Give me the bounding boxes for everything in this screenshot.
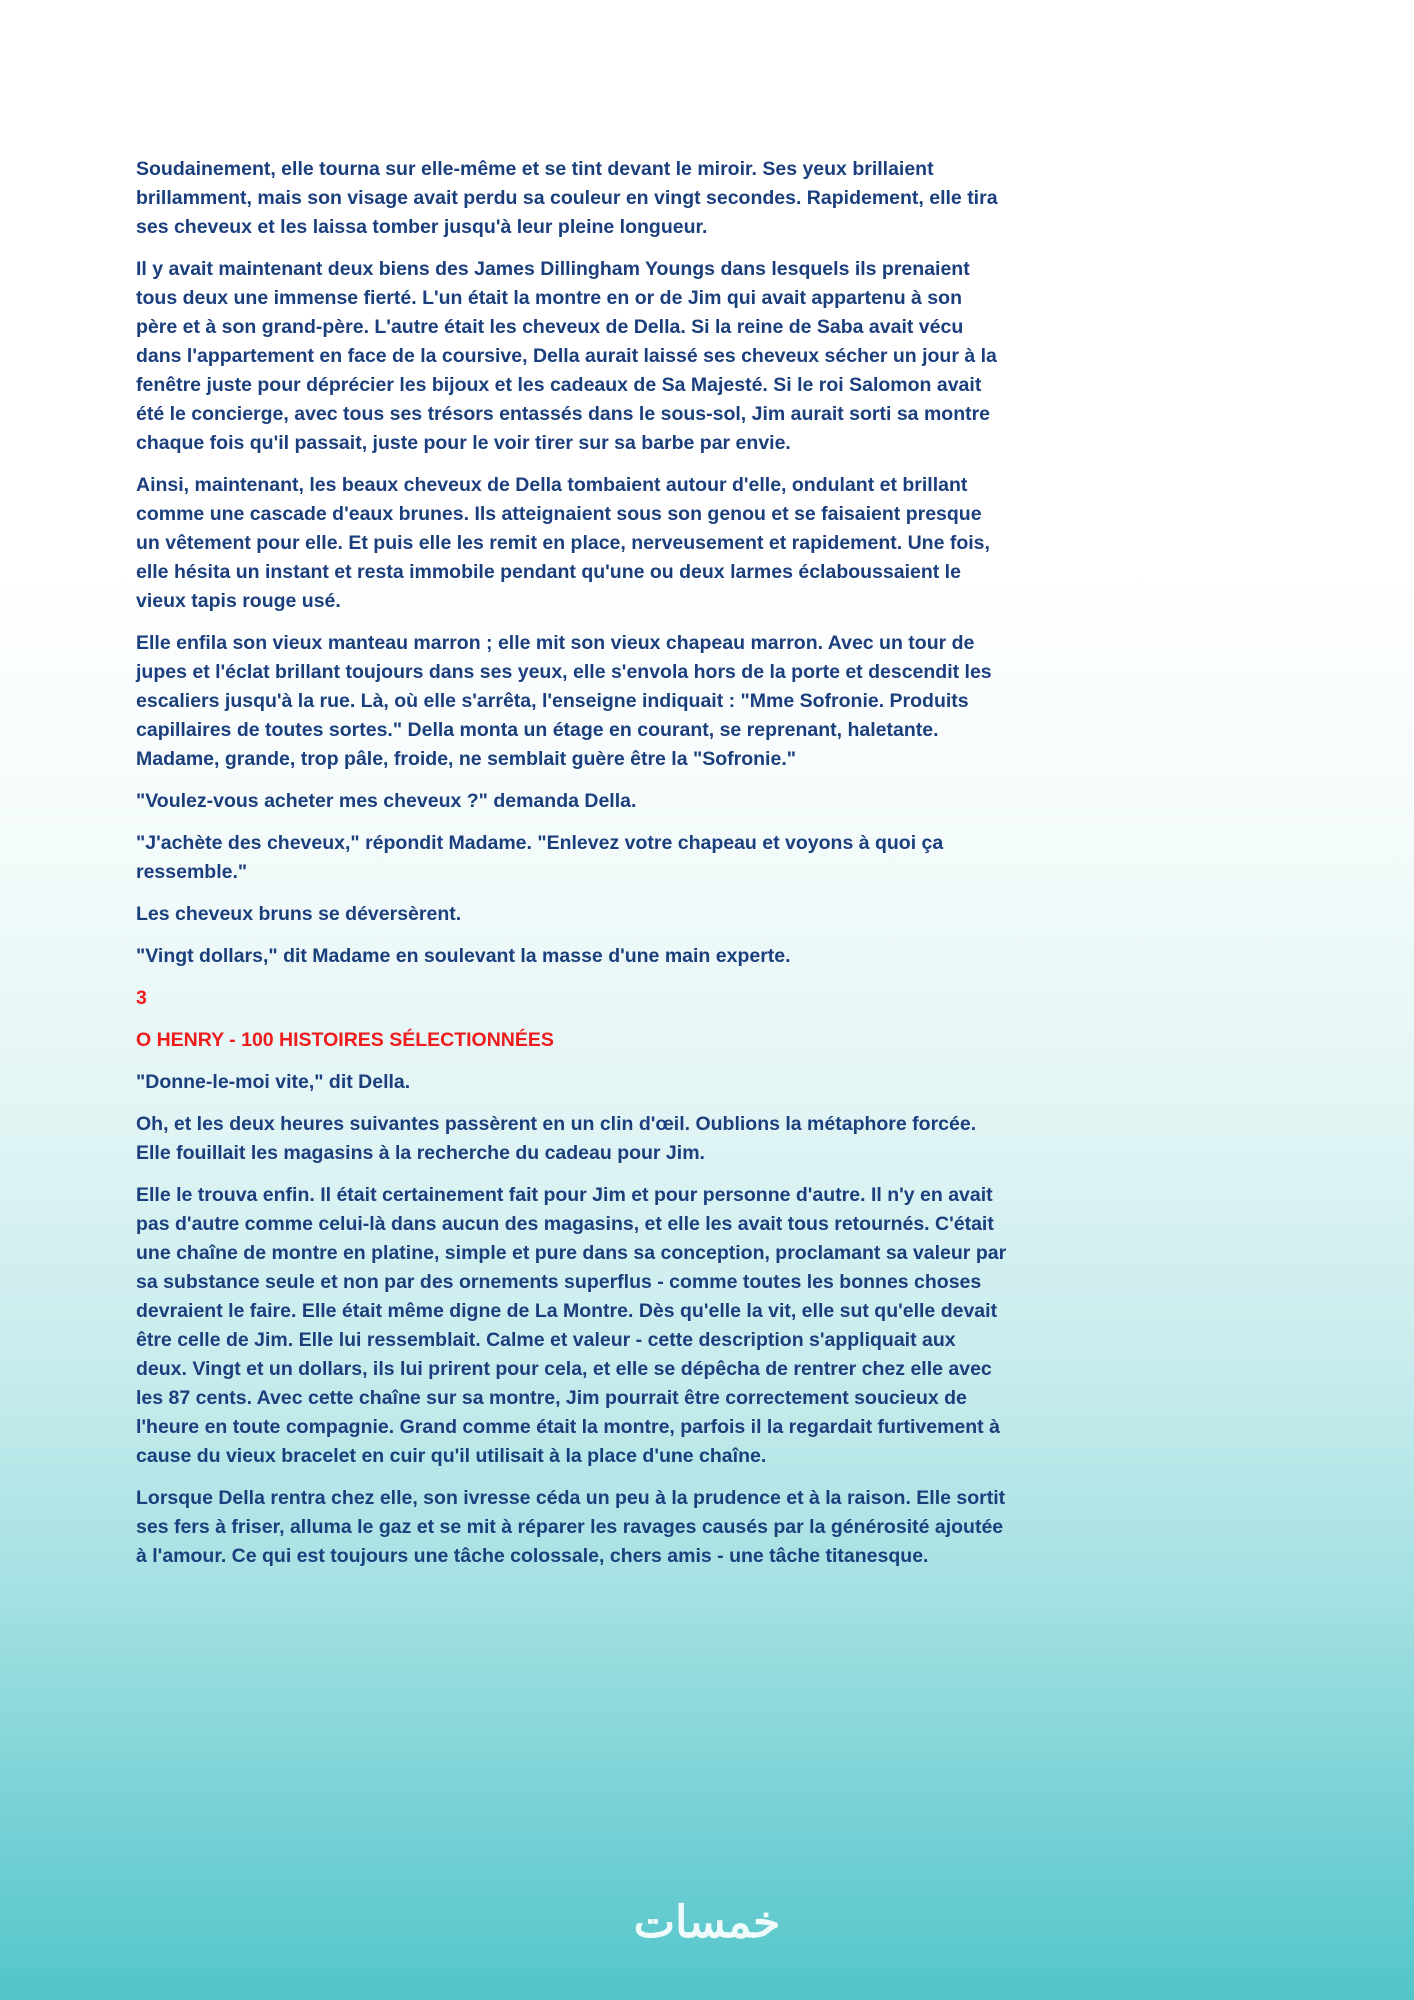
section-heading: O HENRY - 100 HISTOIRES SÉLECTIONNÉES	[136, 1029, 554, 1051]
paragraph: Elle enfila son vieux manteau marron ; elle mit son vieux chapeau marron. Avec un tour de jupes et l'éclat brillant toujours dans ses yeux, elle s'envola hors de la porte et descendit les escaliers jusqu'à la rue. Là, où elle s'arrêta, l'enseigne indiquait : "Mme Sofronie. Produits capillaires de toutes sortes." Della monta un étage en courant, se reprenant, haletante. Madame, grande, trop pâle, froide, ne semblait guère être la "Sofronie."	[136, 632, 992, 770]
text-content	[136, 155, 1008, 1584]
dialogue-paragraph: "J'achète des cheveux," répondit Madame. "Enlevez votre chapeau et voyons à quoi ça ressemble."	[136, 832, 944, 883]
dialogue-paragraph: "Vingt dollars," dit Madame en soulevant la masse d'une main experte.	[136, 945, 791, 967]
page-number: 3	[136, 987, 147, 1009]
dialogue-paragraph: "Voulez-vous acheter mes cheveux ?" demanda Della.	[136, 790, 637, 812]
paragraph: Il y avait maintenant deux biens des James Dillingham Youngs dans lesquels ils prenaient tous deux une immense fierté. L'un était la montre en or de Jim qui avait appartenu à son père et à son grand-père. L'autre était les cheveux de Della. Si la reine de Saba avait vécu dans l'appartement en face de la coursive, Della aurait laissé ses cheveux sécher un jour à la fenêtre juste pour déprécier les bijoux et les cadeaux de Sa Majesté. Si le roi Salomon avait été le concierge, avec tous ses trésors entassés dans le sous-sol, Jim aurait sorti sa montre chaque fois qu'il passait, juste pour le voir tirer sur sa barbe par envie.	[136, 258, 997, 454]
dialogue-paragraph: "Donne-le-moi vite," dit Della.	[136, 1071, 411, 1093]
paragraph: Les cheveux bruns se déversèrent.	[136, 903, 462, 925]
paragraph: Soudainement, elle tourna sur elle-même et se tint devant le miroir. Ses yeux brillaient brillamment, mais son visage avait perdu sa couleur en vingt secondes. Rapidement, elle tira ses cheveux et les laissa tomber jusqu'à leur pleine longueur.	[136, 158, 998, 238]
watermark-text: خمسات	[633, 1898, 781, 1947]
paragraph: Elle le trouva enfin. Il était certainement fait pour Jim et pour personne d'autre. Il n'y en avait pas d'autre comme celui-là dans aucun des magasins, et elle les avait tous retournés. C'était une chaîne de montre en platine, simple et pure dans sa conception, proclamant sa valeur par sa substance seule et non par des ornements superflus - comme toutes les bonnes choses devraient le faire. Elle était même digne de La Montre. Dès qu'elle la vit, elle sut qu'elle devait être celle de Jim. Elle lui ressemblait. Calme et valeur - cette description s'appliquait aux deux. Vingt et un dollars, ils lui prirent pour cela, et elle se dépêcha de rentrer chez elle avec les 87 cents. Avec cette chaîne sur sa montre, Jim pourrait être correctement soucieux de l'heure en toute compagnie. Grand comme était la montre, parfois il la regardait furtivement à cause du vieux bracelet en cuir qu'il utilisait à la place d'une chaîne.	[136, 1184, 1007, 1467]
paragraph: Ainsi, maintenant, les beaux cheveux de Della tombaient autour d'elle, ondulant et brillant comme une cascade d'eaux brunes. Ils atteignaient sous son genou et se faisaient presque un vêtement pour elle. Et puis elle les remit en place, nerveusement et rapidement. Une fois, elle hésita un instant et resta immobile pendant qu'une ou deux larmes éclaboussaient le vieux tapis rouge usé.	[136, 474, 990, 612]
paragraph: Oh, et les deux heures suivantes passèrent en un clin d'œil. Oublions la métaphore forcée. Elle fouillait les magasins à la recherche du cadeau pour Jim.	[136, 1113, 977, 1164]
paragraph: Lorsque Della rentra chez elle, son ivresse céda un peu à la prudence et à la raison. Elle sortit ses fers à friser, alluma le gaz et se mit à réparer les ravages causés par la générosité ajoutée à l'amour. Ce qui est toujours une tâche colossale, chers amis - une tâche titanesque.	[136, 1487, 1006, 1567]
